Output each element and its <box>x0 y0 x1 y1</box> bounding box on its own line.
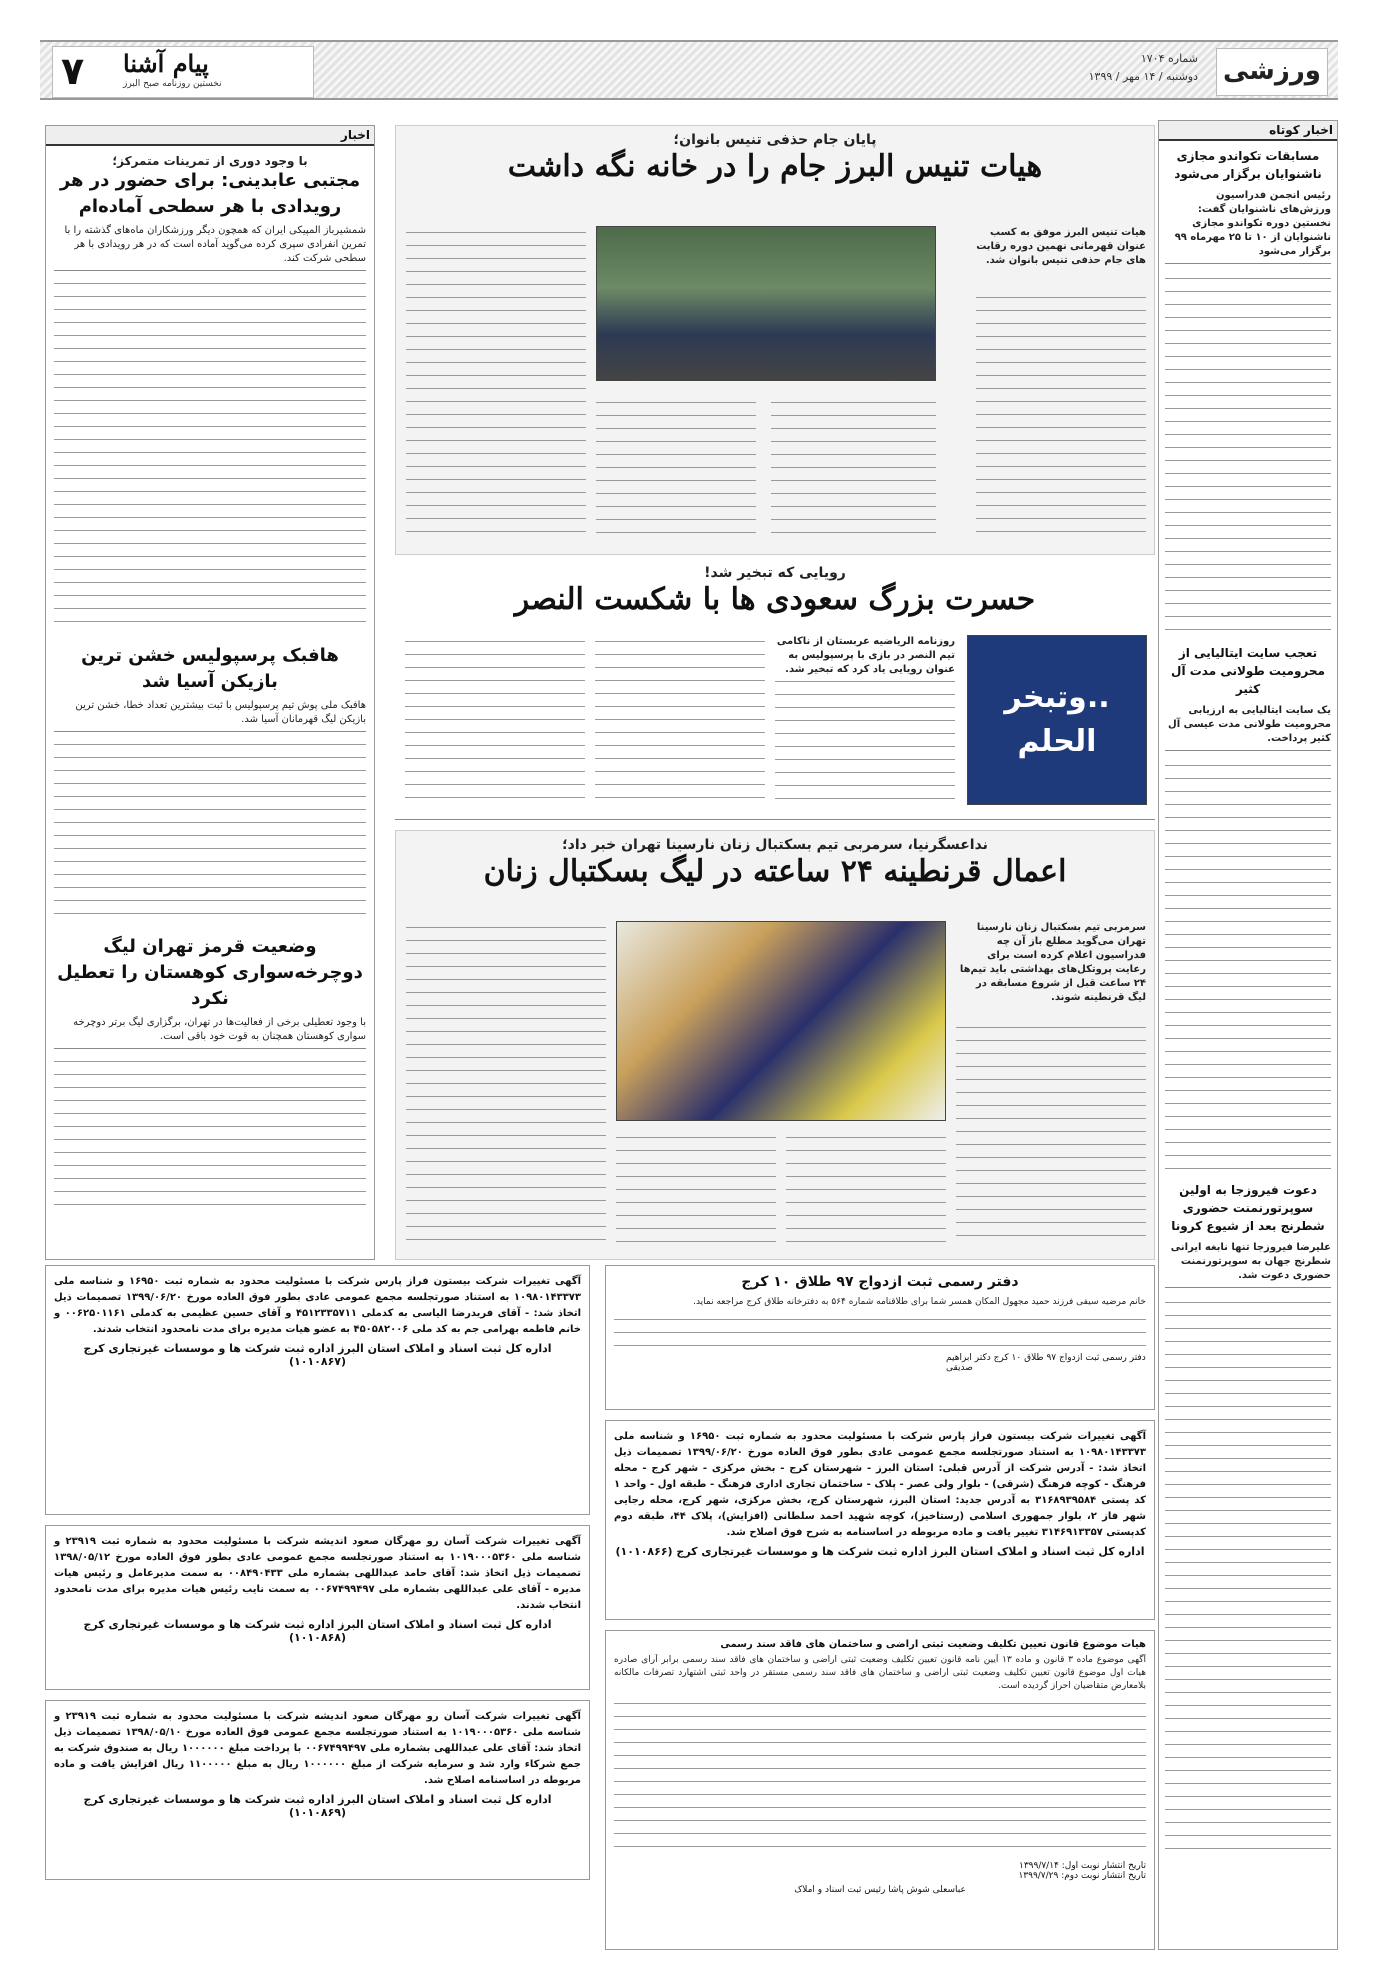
ad-text: آگهی تغییرات شرکت آسان رو مهرگان صعود اندیشه شرکت با مسئولیت محدود به شماره ثبت ۲۳۹۱۹ و شناسه ملی ۱۰۱۹۰۰۰۵۳۶۰ به استناد صورتجلسه مجمع عمومی عادی بطور فوق العاده مورخ ۱۳۹۸/۰۵/۱۲ تصمیمات ذیل اتخاذ شد: آقای حامد عبداللهی بشماره ملی ۰۰۸۴۹۰۴۳۳ به سمت مدیرعامل و رئیس هیات مدیره - آقای علی عبداللهی بشماره ملی ۰۰۶۷۴۹۹۴۹۷ به سمت نایب رئیس هیات مدیره برای مدت نامحدود انتخاب شدند. <box>54 1536 582 1611</box>
story-kicker: رویایی که تبخیر شد! <box>704 565 846 581</box>
news-abedini <box>46 146 374 635</box>
news-lead: با وجود تعطیلی برخی از فعالیت‌ها در تهران، برگزاری لیگ برتر دوچرخه سواری کوهستان همچنان به قوت خود باقی است. <box>54 1016 366 1049</box>
news-headline: وضعیت قرمز تهران لیگ دوچرخه‌سواری کوهستان را تعطیل نکرد <box>57 936 363 1009</box>
page-number: ۷ <box>61 49 85 93</box>
news-body <box>54 277 366 627</box>
story-body <box>405 635 585 805</box>
brief-body <box>1165 759 1331 1169</box>
ad-text: خانم مرضیه سیفی فرزند حمید مجهول المکان همسر شما برای طلاقنامه شماره ۵۶۴ به دفترخانه طلاق کرج مراجعه نماید. <box>693 1297 1146 1307</box>
brief-title: مسابقات تکواندو مجازی ناشنوایان برگزار می‌شود <box>1174 149 1322 181</box>
section-title: ورزشی <box>1216 48 1328 96</box>
news-body <box>54 1055 366 1205</box>
story-body <box>596 396 756 541</box>
news-cycling <box>46 926 374 1213</box>
brief-title: تعجب سایت ایتالیایی از محرومیت طولانی مدت آل کثیر <box>1171 646 1325 696</box>
story-tennis <box>395 125 1155 555</box>
ad-date-1: تاریخ انتشار نوبت اول: ۱۳۹۹/۷/۱۴ <box>1018 1861 1146 1871</box>
ad-title: هیات موضوع قانون تعیین تکلیف وضعیت ثبتی اراضی و ساختمان های فاقد سند رسمی <box>720 1639 1146 1650</box>
news-lead: شمشیرباز المپیکی ایران که همچون دیگر ورزشکاران ماه‌های گذشته را با تمرین انفرادی سپری کرده می‌گوید آماده است که در هر رویدادی با هر سطحی شرکت کند. <box>54 224 366 271</box>
alriyadiah-cover-photo: ..وتبخر الحلم <box>967 635 1147 805</box>
story-body <box>775 675 955 805</box>
brief-body <box>1165 272 1331 632</box>
column-header: اخبار <box>46 126 374 146</box>
ad-biston-1 <box>45 1265 590 1515</box>
ad-signature: عباسعلی شوش پاشا رئیس ثبت اسناد و املاک <box>794 1885 966 1895</box>
ad-footer: اداره کل ثبت اسناد و املاک استان البرز اداره ثبت شرکت ها و موسسات غیرتجاری کرج (۱۰۱۰۸۶۹) <box>83 1793 552 1819</box>
news-headline: هافبک پرسپولیس خشن ترین بازیکن آسیا شد <box>81 645 339 692</box>
ad-footer: دفتر رسمی ثبت ازدواج ۹۷ طلاق ۱۰ کرج دکتر ابراهیم صدیقی <box>946 1353 1146 1373</box>
paper-name: پیام آشنا <box>123 49 209 78</box>
story-body <box>976 291 1146 541</box>
story-headline: اعمال قرنطینه ۲۴ ساعته در لیگ بسکتبال زنان <box>483 854 1067 889</box>
story-body <box>771 396 936 541</box>
ad-title: دفتر رسمی ثبت ازدواج ۹۷ طلاق ۱۰ کرج <box>741 1274 1019 1290</box>
brief-body <box>1165 1296 1331 1856</box>
brief-3 <box>1159 1175 1337 1862</box>
news-kicker: با وجود دوری از تمرینات متمرکز؛ <box>112 154 308 168</box>
right-column <box>1158 120 1338 1950</box>
story-kicker: پایان جام حذفی تنیس بانوان؛ <box>673 132 877 148</box>
news-headline: مجتبی عابدینی: برای حضور در هر رویدادی با هر سطحی آماده‌ام <box>59 170 361 217</box>
ad-text: آگهی تغییرات شرکت بیستون فراز پارس شرکت با مسئولیت محدود به شماره ثبت ۱۶۹۵۰ و شناسه ملی ۱۰۹۸۰۱۴۳۳۷۳ به استناد صورتجلسه مجمع عمومی عادی بطور فوق العاده مورخ ۱۳۹۹/۰۶/۲۰ تصمیمات ذیل اتخاذ شد: - آدرس شرکت از آدرس قبلی: استان البرز - شهرستان کرج - بخش مرکزی - شهر کرج - محله فرهنگ - کوچه فرهنگ (شرقی) - بلوار ولی عصر - پلاک - ساختمان تجاری اداری فرهنگ - طبقه اول - واحد ۱ کد پستی ۳۱۶۸۹۳۹۵۸۴ به آدرس جدید: استان البرز، شهرستان کرج، بخش مرکزی، شهر کرج، محله رجایی شهر فاز ۲، بلوار جمهوری اسلامی (رستاخیز)، کوچه شهید احمد سلطانی (افزایش)، پلاک ۴۴، طبقه دوم کدپستی ۳۱۴۶۹۱۳۳۵۷ تغییر یافت و ماده مربوطه در اساسنامه به شرح فوق اصلاح شد. <box>614 1431 1147 1538</box>
masthead <box>40 40 1338 100</box>
paper-tagline: نخستین روزنامه صبح البرز <box>123 79 222 89</box>
brief-2 <box>1159 638 1337 1175</box>
ad-body <box>614 1313 1146 1353</box>
brief-lead: علیرضا فیروزجا تنها نابغه ایرانی شطرنج جهان به سوپرتورنمنت حضوری دعوت شد. <box>1165 1241 1331 1288</box>
story-body <box>406 921 606 1246</box>
ad-text: آگهی تغییرات شرکت آسان رو مهرگان صعود اندیشه شرکت با مسئولیت محدود به شماره ثبت ۲۳۹۱۹ و شناسه ملی ۱۰۱۹۰۰۰۵۳۶۰ به استناد صورتجلسه مجمع عمومی فوق العاده مورخ ۱۳۹۸/۰۵/۱۰ تصمیمات ذیل اتخاذ شد: آقای علی عبداللهی بشماره ملی ۰۰۶۷۴۹۹۴۹۷ با پرداخت مبلغ ۱۰۰۰۰۰۰ ریال به صندوق شرکت به جمع شرکاء وارد شد و سرمایه شرکت از مبلغ ۱۰۰۰۰۰۰ ریال به مبلغ ۱۱۰۰۰۰۰ ریال افزایش یافت و ماده مربوطه در اساسنامه اصلاح شد. <box>54 1711 582 1786</box>
story-body <box>616 1131 776 1246</box>
newspaper-logo <box>52 46 314 98</box>
column-header: اخبار کوتاه <box>1159 121 1337 141</box>
news-persepolis <box>46 635 374 926</box>
ad-body <box>614 1697 1146 1857</box>
brief-lead: یک سایت ایتالیایی به ارزیابی محرومیت طولانی مدت عیسی آل کثیر پرداخت. <box>1165 704 1331 751</box>
ad-date-2: تاریخ انتشار نوبت دوم: ۱۳۹۹/۷/۲۹ <box>1018 1871 1146 1881</box>
issue-date: دوشنبه / ۱۴ مهر / ۱۳۹۹ <box>1088 70 1198 83</box>
story-alnassr <box>395 565 1155 820</box>
issue-number: شماره ۱۷۰۴ <box>1140 52 1198 65</box>
ad-asanro-2 <box>45 1700 590 1880</box>
story-lead: سرمربی تیم بسکتبال زنان نارسینا تهران می‌گوید مطلع باز آن چه فدراسیون اعلام کرده است برای رعایت پروتکل‌های بهداشتی باید تیم‌ها ۲۴ ساعت قبل از شروع مسابقه در لیگ قرنطینه شوند. <box>959 922 1146 1003</box>
story-body <box>786 1131 946 1246</box>
ad-text: آگهی تغییرات شرکت بیستون فراز پارس شرکت با مسئولیت محدود به شماره ثبت ۱۶۹۵۰ و شناسه ملی ۱۰۹۸۰۱۴۳۳۷۳ به استناد صورتجلسه مجمع عمومی عادی بطور فوق العاده مورخ ۱۳۹۹/۰۶/۲۰ تصمیمات ذیل اتخاذ شد: - آقای فریدرضا الیاسی به کدملی ۴۵۱۲۳۳۵۷۱۱ و آقای حسین عظیمی به کدملی ۰۰۶۲۵۰۱۱۶۱ و خانم فاطمه بهرامی جم به کد ملی ۴۵۰۵۸۲۰۰۶ به عضو هیات مدیره برای مدت نامحدود انتخاب شدند. <box>54 1276 581 1335</box>
brief-title: دعوت فیروزجا به اولین سوپرتورنمنت حضوری شطرنج بعد از شیوع کرونا <box>1171 1183 1325 1233</box>
story-body <box>595 635 765 805</box>
basketball-photo <box>616 921 946 1121</box>
story-body <box>406 226 586 541</box>
news-body <box>54 738 366 918</box>
ad-asanro-1 <box>45 1525 590 1690</box>
story-lead: هیات تنیس البرز موفق به کسب عنوان قهرمانی نهمین دوره رقابت های جام حذفی تنیس بانوان شد. <box>976 227 1146 266</box>
ad-land-registry <box>605 1630 1155 1950</box>
news-lead: هافبک ملی پوش تیم پرسپولیس با ثبت بیشترین تعداد خطا، خشن ترین بازیکن لیگ قهرمانان آسیا شد. <box>54 699 366 732</box>
ad-text: آگهی موضوع ماده ۳ قانون و ماده ۱۳ آیین نامه قانون تعیین تکلیف وضعیت ثبتی اراضی و ساختمان های فاقد سند رسمی برابر آرای صادره هیات اول موضوع قانون تعیین تکلیف وضعیت ثبتی اراضی و ساختمان های فاقد سند رسمی مستقر در واحد ثبتی اشتهارد تصرفات مالکانه بلامعارض متقاضیان احراز گردیده است. <box>614 1655 1146 1691</box>
left-column <box>45 125 375 1260</box>
tennis-team-photo <box>596 226 936 381</box>
ad-biston-2 <box>605 1420 1155 1620</box>
ad-footer: اداره کل ثبت اسناد و املاک استان البرز اداره ثبت شرکت ها و موسسات غیرتجاری کرج (۱۰۱۰۸۶۷) <box>83 1342 552 1368</box>
ad-footer: اداره کل ثبت اسناد و املاک استان البرز اداره ثبت شرکت ها و موسسات غیرتجاری کرج (۱۰۱۰۸۶۶) <box>615 1545 1145 1558</box>
story-headline: هیات تنیس البرز جام را در خانه نگه داشت <box>507 149 1043 184</box>
brief-1 <box>1159 141 1337 638</box>
story-lead: روزنامه الریاضیه عربستان از ناکامی تیم النصر در بازی با پرسپولیس به عنوان رویایی یاد کرد که تبخیر شد. <box>776 636 955 675</box>
story-body <box>956 1021 1146 1246</box>
issue-info <box>1089 50 1198 86</box>
ad-footer: اداره کل ثبت اسناد و املاک استان البرز اداره ثبت شرکت ها و موسسات غیرتجاری کرج (۱۰۱۰۸۶۸) <box>83 1618 552 1644</box>
story-headline: حسرت بزرگ سعودی ها با شکست النصر <box>514 582 1036 617</box>
story-kicker: نداعسگرنیا، سرمربی تیم بسکتبال زنان نارسینا تهران خبر داد؛ <box>562 837 988 853</box>
ad-marriage-office <box>605 1265 1155 1410</box>
story-basketball <box>395 830 1155 1260</box>
brief-lead: رئیس انجمن فدراسیون ورزش‌های ناشنوایان گفت: نخستین دوره تکواندو مجازی ناشنوایان از ۱۰ تا ۲۵ مهرماه ۹۹ برگزار می‌شود <box>1165 189 1331 264</box>
